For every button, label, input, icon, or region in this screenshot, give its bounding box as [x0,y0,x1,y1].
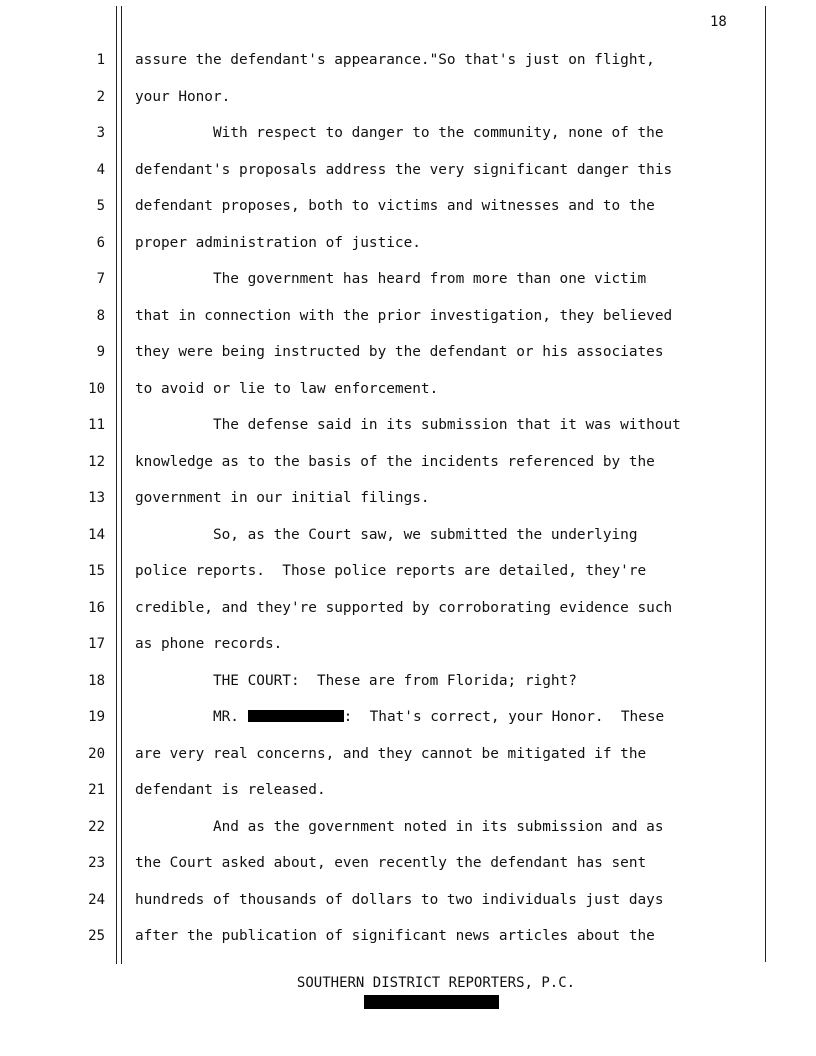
speaker-remark: : That's correct, your Honor. These [343,709,665,725]
line-number: 15 [88,563,105,579]
line-text: your Honor. [135,88,231,105]
line-number: 23 [88,855,105,871]
line-text: as phone records. [135,636,283,652]
line-text [135,709,664,725]
transcript-line [0,636,816,658]
line-text: police reports. Those police reports are detailed, they're [135,563,647,579]
transcript-line [0,344,816,366]
transcript-line [0,855,816,877]
transcript-line [0,417,816,439]
transcript-line [0,600,816,622]
transcript-line [0,928,816,950]
line-text: proper administration of justice. [135,234,421,251]
line-number: 25 [88,928,105,944]
transcript-line [0,308,816,330]
reporter-footer: SOUTHERN DISTRICT REPORTERS, P.C. [296,975,576,991]
line-number: 8 [96,307,105,324]
line-text: knowledge as to the basis of the incidents referenced by the [135,453,655,470]
transcript-line [0,454,816,476]
line-text: defendant's proposals address the very significant danger this [135,161,673,178]
line-text: to avoid or lie to law enforcement. [135,380,439,397]
transcript-line [0,490,816,512]
line-number: 22 [88,818,105,835]
transcript-line [0,162,816,184]
transcript-line [0,782,816,804]
line-text: the Court asked about, even recently the defendant has sent [135,855,647,871]
transcript-line [0,527,816,549]
transcript-line [0,892,816,914]
line-number: 10 [88,380,105,397]
line-number: 9 [96,344,105,360]
line-number: 18 [88,672,105,689]
transcript-line [0,563,816,585]
line-number: 21 [88,782,105,798]
transcript-line [0,819,816,841]
transcript-line [0,52,816,74]
transcript-line [0,89,816,111]
line-text: And as the government noted in its submission and as [135,818,664,835]
line-number: 2 [96,88,105,105]
line-number: 20 [88,745,105,762]
transcript-line [0,673,816,695]
line-text: after the publication of significant news articles about the [135,928,655,944]
line-number: 24 [88,891,105,908]
line-text: defendant proposes, both to victims and witnesses and to the [135,198,655,214]
line-number: 7 [96,271,105,287]
footer-redaction-bar [364,995,499,1009]
transcript-line [0,235,816,257]
line-text: credible, and they're supported by corroborating evidence such [135,599,673,616]
line-number: 13 [88,490,105,506]
line-number: 6 [96,234,105,251]
line-text: they were being instructed by the defendant or his associates [135,344,664,360]
line-text: are very real concerns, and they cannot be mitigated if the [135,745,647,762]
transcript-line [0,198,816,220]
line-number: 4 [96,161,105,178]
line-text: assure the defendant's appearance."So that's just on flight, [135,52,655,68]
transcript-line [0,709,816,731]
line-text: government in our initial filings. [135,490,430,506]
page-number: 18 [710,14,727,30]
line-number: 11 [88,417,105,433]
line-text: The defense said in its submission that it was without [135,417,681,433]
line-text: The government has heard from more than one victim [135,271,647,287]
line-number: 19 [88,709,105,725]
transcript-line [0,125,816,147]
line-number: 3 [96,125,105,141]
line-number: 14 [88,526,105,543]
speaker-prefix: MR. [135,709,248,725]
line-number: 5 [96,198,105,214]
line-number: 12 [88,453,105,470]
line-text: that in connection with the prior investigation, they believed [135,307,673,324]
line-text: defendant is released. [135,782,326,798]
line-number: 17 [88,636,105,652]
line-number: 16 [88,599,105,616]
line-text: THE COURT: These are from Florida; right? [135,672,577,689]
transcript-line [0,746,816,768]
transcript-line [0,381,816,403]
line-number: 1 [96,52,105,68]
transcript-line [0,271,816,293]
redaction-bar [248,710,344,722]
line-text: hundreds of thousands of dollars to two individuals just days [135,891,664,908]
line-text: So, as the Court saw, we submitted the underlying [135,526,638,543]
line-text: With respect to danger to the community, none of the [135,125,664,141]
